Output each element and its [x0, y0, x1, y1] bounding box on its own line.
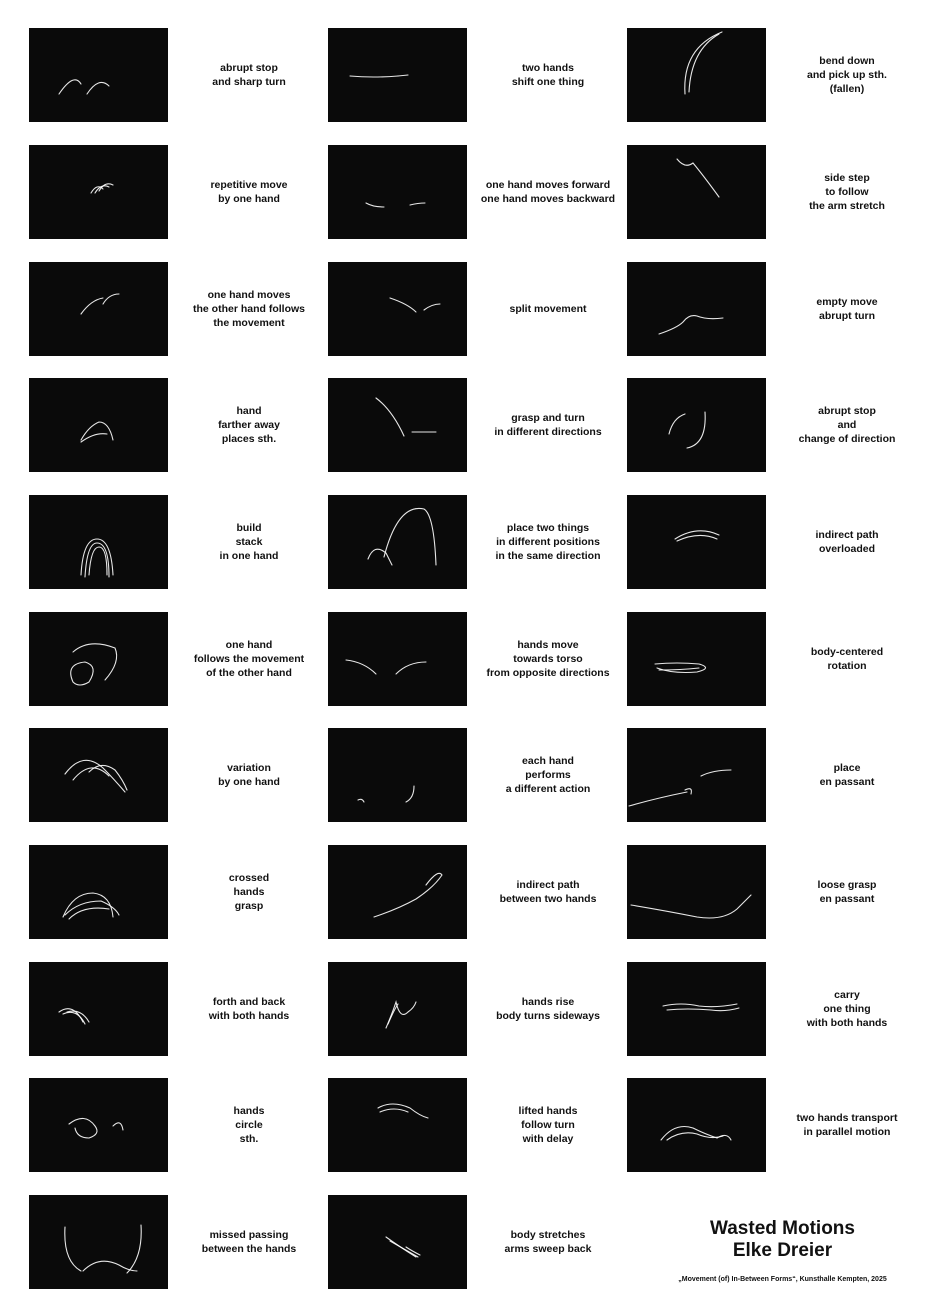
motion-tile: [328, 1195, 628, 1291]
light-trace-graphic: [29, 262, 168, 356]
motion-trace-photo: [627, 612, 766, 706]
motion-caption: one hand follows the movement of the other hand: [193, 639, 305, 679]
motion-tile: [627, 262, 927, 358]
light-trace-stroke: [83, 1261, 137, 1271]
motion-trace-photo: [29, 378, 168, 472]
motion-caption: variation by one hand: [218, 762, 280, 788]
light-trace-stroke: [659, 316, 723, 334]
light-trace-graphic: [627, 378, 766, 472]
motion-trace-photo: [328, 728, 467, 822]
motion-trace-photo: [29, 1195, 168, 1289]
motion-tile: [29, 612, 329, 708]
motion-caption: body stretches arms sweep back: [504, 1229, 592, 1255]
light-trace-stroke: [73, 644, 117, 680]
motion-tile: [29, 145, 329, 241]
light-trace-stroke: [410, 203, 425, 205]
light-trace-stroke: [99, 184, 113, 191]
motion-caption: one hand moves the other hand follows the movement: [193, 289, 305, 329]
light-trace-graphic: [29, 1078, 168, 1172]
motion-trace-photo: [328, 145, 467, 239]
motion-tile: [627, 495, 927, 591]
motion-trace-photo: [328, 28, 467, 122]
motion-caption: carry one thing with both hands: [806, 989, 888, 1029]
motion-tile: [328, 728, 628, 824]
light-trace-graphic: [328, 495, 467, 589]
motion-caption: hands circle sth.: [233, 1105, 265, 1145]
light-trace-graphic: [29, 728, 168, 822]
light-trace-graphic: [627, 262, 766, 356]
light-trace-stroke: [81, 298, 103, 314]
motion-caption: build stack in one hand: [219, 522, 279, 562]
light-trace-graphic: [627, 1078, 766, 1172]
motion-trace-photo: [29, 612, 168, 706]
motion-trace-photo: [328, 495, 467, 589]
light-trace-stroke: [390, 298, 416, 312]
light-trace-graphic: [29, 378, 168, 472]
motion-trace-photo: [29, 145, 168, 239]
light-trace-stroke: [388, 1004, 398, 1024]
motion-trace-photo: [29, 845, 168, 939]
light-trace-stroke: [677, 159, 719, 197]
light-trace-graphic: [328, 1195, 467, 1289]
light-trace-stroke: [65, 1227, 81, 1271]
motion-trace-photo: [328, 1078, 467, 1172]
light-trace-stroke: [406, 786, 414, 802]
motion-trace-photo: [627, 145, 766, 239]
motion-tile: [29, 495, 329, 591]
light-trace-stroke: [366, 203, 384, 207]
motion-caption: side step to follow the arm stretch: [809, 172, 885, 212]
light-trace-stroke: [87, 82, 109, 94]
light-trace-stroke: [350, 76, 398, 77]
light-trace-stroke: [376, 398, 404, 436]
light-trace-graphic: [328, 1078, 467, 1172]
motion-tile: [29, 728, 329, 824]
light-trace-stroke: [85, 543, 109, 577]
motion-caption: indirect path overloaded: [815, 529, 879, 555]
light-trace-stroke: [358, 799, 364, 802]
motion-caption: lifted hands follow turn with delay: [518, 1105, 578, 1145]
light-trace-stroke: [89, 765, 127, 790]
light-trace-stroke: [701, 770, 731, 776]
light-trace-graphic: [627, 962, 766, 1056]
light-trace-stroke: [677, 535, 717, 541]
light-trace-stroke: [685, 789, 691, 794]
light-trace-stroke: [69, 1118, 97, 1138]
light-trace-stroke: [374, 873, 442, 917]
motion-tile: [29, 1078, 329, 1174]
light-trace-graphic: [328, 728, 467, 822]
light-trace-graphic: [627, 145, 766, 239]
light-trace-stroke: [63, 893, 113, 917]
light-trace-stroke: [667, 1008, 739, 1011]
motion-caption: missed passing between the hands: [201, 1229, 297, 1255]
motion-caption: abrupt stop and sharp turn: [212, 62, 286, 88]
motion-trace-photo: [328, 262, 467, 356]
motion-caption: loose grasp en passant: [817, 879, 877, 905]
motion-trace-photo: [328, 378, 467, 472]
motion-trace-photo: [29, 728, 168, 822]
motion-tile: [328, 962, 628, 1058]
motion-trace-photo: [29, 495, 168, 589]
light-trace-stroke: [398, 75, 408, 76]
light-trace-stroke: [81, 422, 113, 440]
light-trace-graphic: [627, 612, 766, 706]
motion-trace-photo: [627, 962, 766, 1056]
motion-tile: [328, 1078, 628, 1174]
light-trace-stroke: [667, 1133, 723, 1140]
light-trace-stroke: [65, 760, 125, 792]
light-trace-stroke: [113, 1123, 123, 1130]
motion-tile: [328, 145, 628, 241]
light-trace-stroke: [384, 508, 436, 565]
motion-trace-photo: [627, 262, 766, 356]
light-trace-stroke: [71, 662, 93, 685]
light-trace-graphic: [627, 845, 766, 939]
motion-caption: crossed hands grasp: [228, 872, 270, 912]
motion-tile: [627, 28, 927, 124]
motion-trace-photo: [29, 262, 168, 356]
light-trace-stroke: [103, 294, 119, 304]
motion-caption: hands move towards torso from opposite directions: [486, 639, 610, 679]
light-trace-graphic: [29, 1195, 168, 1289]
light-trace-stroke: [687, 412, 705, 448]
light-trace-stroke: [390, 1241, 418, 1257]
motion-trace-photo: [328, 1195, 467, 1289]
motion-trace-photo: [328, 612, 467, 706]
motion-trace-photo: [328, 962, 467, 1056]
motion-tile: [627, 728, 927, 824]
motion-caption: forth and back with both hands: [208, 996, 290, 1022]
light-trace-stroke: [663, 1004, 737, 1007]
motion-caption: one hand moves forward one hand moves backward: [480, 179, 616, 205]
motion-tile: [328, 378, 628, 474]
motion-caption: grasp and turn in different directions: [494, 412, 602, 438]
motion-tile: [29, 845, 329, 941]
light-trace-graphic: [328, 262, 467, 356]
motion-trace-photo: [328, 845, 467, 939]
motion-caption: hands rise body turns sideways: [496, 996, 600, 1022]
light-trace-graphic: [29, 612, 168, 706]
light-trace-graphic: [328, 612, 467, 706]
light-trace-graphic: [328, 845, 467, 939]
light-trace-stroke: [631, 895, 751, 918]
light-trace-graphic: [328, 962, 467, 1056]
motion-caption: repetitive move by one hand: [210, 179, 288, 205]
motion-caption: hand farther away places sth.: [218, 405, 280, 445]
motion-tile: [29, 262, 329, 358]
light-trace-stroke: [685, 32, 722, 94]
light-trace-stroke: [368, 549, 392, 565]
motion-trace-photo: [627, 1078, 766, 1172]
motion-caption: each hand performs a different action: [505, 755, 591, 795]
motion-tile: [328, 28, 628, 124]
light-trace-graphic: [29, 28, 168, 122]
light-trace-graphic: [29, 495, 168, 589]
motion-caption: indirect path between two hands: [499, 879, 597, 905]
motion-tile: [627, 845, 927, 941]
motion-tile: [328, 612, 628, 708]
light-trace-stroke: [81, 434, 107, 442]
motion-trace-photo: [627, 28, 766, 122]
motion-tile: [627, 1078, 927, 1174]
light-trace-stroke: [629, 792, 687, 806]
motion-tile: [29, 1195, 329, 1291]
light-trace-graphic: [29, 845, 168, 939]
light-trace-stroke: [380, 1109, 408, 1112]
light-trace-stroke: [396, 662, 426, 674]
light-trace-stroke: [659, 668, 699, 670]
light-trace-stroke: [89, 547, 107, 575]
motion-tile: [29, 962, 329, 1058]
motion-caption: body-centered rotation: [810, 646, 884, 672]
light-trace-graphic: [328, 145, 467, 239]
light-trace-graphic: [328, 378, 467, 472]
light-trace-graphic: [29, 962, 168, 1056]
light-trace-stroke: [378, 1104, 428, 1118]
motion-tile: [328, 495, 628, 591]
poster-title: Wasted Motions: [710, 1218, 855, 1239]
light-trace-graphic: [29, 145, 168, 239]
light-trace-stroke: [346, 660, 376, 674]
light-trace-graphic: [627, 495, 766, 589]
artist-name: Elke Dreier: [732, 1240, 833, 1261]
motion-tile: [627, 962, 927, 1058]
motion-trace-photo: [627, 495, 766, 589]
motion-tile: [627, 612, 927, 708]
motion-trace-photo: [627, 378, 766, 472]
motion-caption: bend down and pick up sth. (fallen): [807, 55, 887, 95]
motion-tile: [328, 262, 628, 358]
title-block: [640, 1218, 925, 1262]
light-trace-stroke: [69, 908, 109, 919]
motion-caption: two hands transport in parallel motion: [796, 1112, 898, 1138]
light-trace-stroke: [669, 414, 685, 434]
light-trace-stroke: [424, 304, 440, 310]
motion-caption: abrupt stop and change of direction: [798, 405, 896, 445]
motion-tile: [328, 845, 628, 941]
light-trace-graphic: [328, 28, 467, 122]
motion-trace-photo: [627, 728, 766, 822]
light-trace-graphic: [627, 28, 766, 122]
motion-trace-photo: [29, 1078, 168, 1172]
light-trace-stroke: [386, 1002, 416, 1028]
motion-tile: [627, 145, 927, 241]
light-trace-graphic: [627, 728, 766, 822]
motion-caption: split movement: [509, 303, 587, 315]
light-trace-stroke: [127, 1225, 141, 1273]
motion-tile: [627, 378, 927, 474]
motion-caption: two hands shift one thing: [511, 62, 585, 88]
motion-trace-photo: [29, 962, 168, 1056]
motion-tile: [29, 28, 329, 124]
motion-caption: empty move abrupt turn: [816, 296, 878, 322]
light-trace-stroke: [59, 80, 81, 94]
exhibition-credit: „Movement (of) In-Between Forms“, Kunsthalle Kempten, 2025: [678, 1276, 887, 1283]
motion-trace-photo: [29, 28, 168, 122]
motion-caption: place en passant: [819, 762, 875, 788]
motion-caption: place two things in different positions in the same direction: [495, 522, 601, 562]
motion-trace-photo: [627, 845, 766, 939]
motion-tile: [29, 378, 329, 474]
